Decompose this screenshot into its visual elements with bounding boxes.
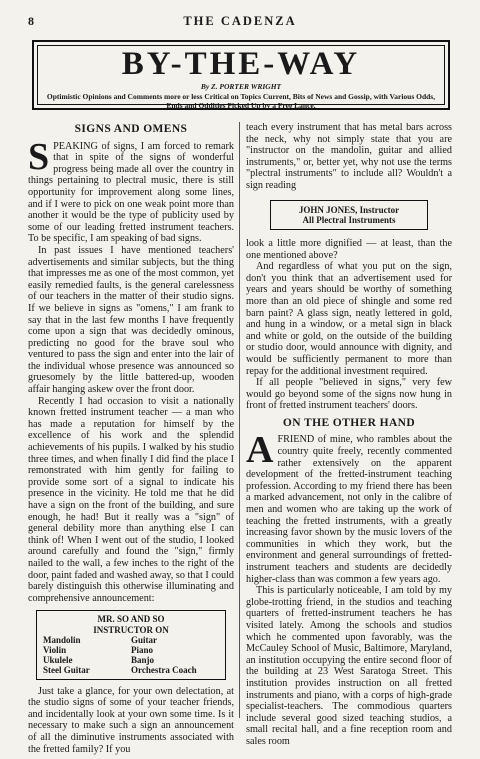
sign-instrument: Violin bbox=[43, 644, 67, 655]
sign-instrument: Steel Guitar bbox=[43, 665, 90, 676]
paragraph: look a little more dignified — at least, than the one mentioned above? bbox=[246, 237, 452, 261]
right-column bbox=[246, 122, 452, 748]
sign-instrument: Mandolin bbox=[43, 634, 81, 645]
sign-instrument: Piano bbox=[131, 644, 154, 655]
sign-example-box bbox=[270, 200, 428, 230]
paragraph: This is particularly noticeable, I am told by my globe-trotting friend, in the studios and teaching quarters of fretted-instrument teachers he has visited lately. Among the schools and studios which he commented upon favorably, was the McCauley School of Music, Baltimore, Maryland, an institution occupying the entire second floor of the building at 23 West Saratoga Street. This institution provides instruction on all fretted instruments and piano, with a corps of high-grade specialist-teachers. The commodious quarters include several good sized teaching studios, a small recital hall, and a fine reception room and sales room bbox=[246, 585, 452, 747]
running-head bbox=[28, 14, 452, 30]
sign-line: All Plectral Instruments bbox=[302, 214, 396, 225]
paragraph: Just take a glance, for your own delectation, at the studio signs of some of your teacher friends, and incidentally look at your own some time. Is it necessary to make such a sign an announcement of all the diminutive instruments associated with the fretted family? If you bbox=[28, 685, 234, 755]
page-number: 8 bbox=[28, 14, 34, 28]
paragraph-text: FRIEND of mine, who rambles about the country quite freely, recently commented rather extensively on the apparent development of the fretted-instrument teaching profession. According to my friend there has been a marked advancement, not only in the calibre of men and women who are taking up the work of teaching the fretted instruments, with a greatly increasing favor shown by the music lovers of the communities in which they work, but the environment and general surroundings of fretted-instrument teachers and students are decidedly higher-class than was common a few years ago. bbox=[246, 434, 452, 585]
sign-instrument-list bbox=[43, 635, 219, 676]
paragraph bbox=[28, 135, 234, 245]
paragraph: teach every instrument that has metal bars across the neck, why not simply state that you are "instructor on the mandolin, guitar and allied instruments," or, better yet, why not use the terms "plectral instruments" to include all? Wouldn't a sign reading bbox=[246, 122, 452, 191]
magazine-title: THE CADENZA bbox=[183, 14, 297, 28]
paragraph: Recently I had occasion to visit a nationally known fretted instrument teacher — a man who has made a reputation for himself by the excellence of his work and the splendid achievements of his pupils. I walked by his studio three times, and when finally I did find the place I remonstrated with him gently for failing to provide some sort of a signal to indicate his presence in the vicinity. He told me that he did have a sign on the front of the building, and sure enough, he had! But it really was a "sign" of general debility more than anything else I can think of! When I went out of the studio, I looked around carefully and found the "sign," firmly nailed to the wall, a few inches to the right of the door, paint faded and washed away, so that I could barely distinguish this otherwise illuminating and comprehensive announcement: bbox=[28, 395, 234, 604]
sign-line: INSTRUCTOR ON bbox=[93, 624, 169, 635]
drop-cap: S bbox=[28, 135, 50, 178]
sign-example-box bbox=[36, 610, 226, 679]
sign-instrument: Guitar bbox=[131, 634, 157, 645]
paragraph bbox=[246, 429, 452, 585]
left-column bbox=[28, 122, 234, 755]
sign-instrument: Banjo bbox=[131, 655, 155, 666]
banner-title: BY-THE-WAY bbox=[121, 46, 361, 82]
section-heading-other-hand: ON THE OTHER HAND bbox=[282, 416, 416, 429]
paragraph: If all people "believed in signs," very few would go beyond some of the signs now hung in front of fretted instrument teachers' doors. bbox=[246, 377, 452, 412]
sign-instrument: Orchestra Coach bbox=[131, 665, 197, 676]
column-divider bbox=[239, 122, 240, 718]
paragraph-text: PEAKING of signs, I am forced to remark that in spite of the signs of wonderful progress being made all over the country in things pertaining to plectral music, there is still opportunity for improvement along some lines, and if I were to pick on one weak point more than another it would be the type of publicity used by some of our leading fretted instrument teachers. To be specific, I am speaking of bad signs. bbox=[28, 140, 234, 245]
column-banner bbox=[32, 40, 450, 110]
banner-byline: By Z. PORTER WRIGHT bbox=[200, 82, 282, 91]
banner-tagline: Optimistic Opinions and Comments more or less Critical on Topics Current, Bits of News and Gossip, with Various Odds, Ends and Oddities Picked Up by a Free Lance. bbox=[46, 92, 436, 110]
paragraph: And regardless of what you put on the sign, don't you think that an advertisement used for years and years should be worthy of something more than an old piece of shingle and some red barn paint? A glass sign, neatly lettered in gold, and hung in a window, or a metal sign in black and white or gold, on the outside of the building or studio door, would announce with dignity, and would be sufficiently permanent to more than repay for the additional investment required. bbox=[246, 261, 452, 377]
sign-line: JOHN JONES, Instructor bbox=[298, 204, 400, 215]
sign-line: MR. SO AND SO bbox=[97, 614, 165, 625]
paragraph: In past issues I have mentioned teachers' advertisements and similar subjects, but the thing that impresses me as one of the most common, yet easily remedied faults, is the general carelessness of our teachers in the matter of their studio signs. If we believe in signs as "omens," I am frank to say that in the last few months I have frequently come upon a sign that was decidedly ominous, predicting no good for the brave soul who ventured to pass the sign and enter into the lair of the individual whose presence was announced so gruesomely by the little battered-up, wooden affair hanging askew over the front door. bbox=[28, 244, 234, 396]
section-heading-signs: SIGNS AND OMENS bbox=[74, 123, 188, 135]
drop-cap: A bbox=[246, 429, 274, 472]
sign-instrument: Ukulele bbox=[43, 655, 73, 666]
